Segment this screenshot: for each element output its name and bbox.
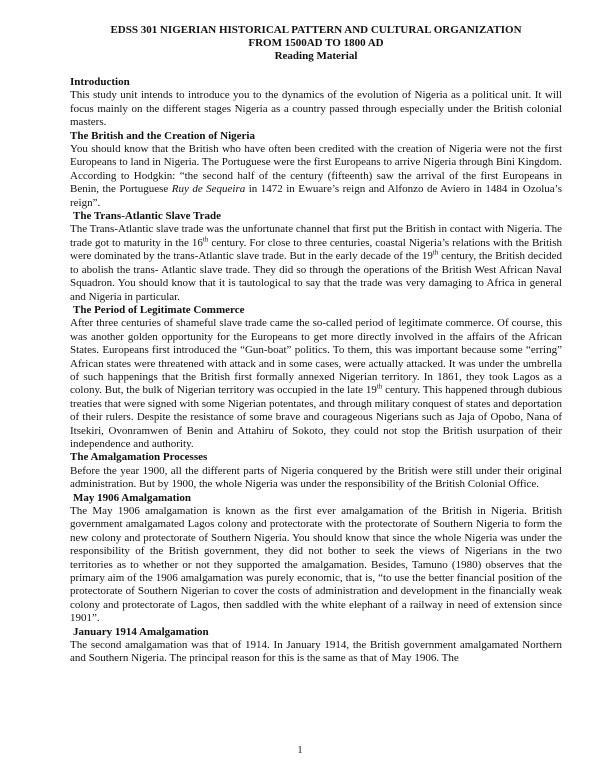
intro-heading: Introduction: [70, 76, 130, 88]
british-text-a: You should know that the British who have often been credited with the creation of Nigeria were not the first Europeans to land in Nigeria. The Portuguese were the first Europeans to arrive Nigeria through Bini Kingdom. According to Hodgkin: “the second half of the century (fifteenth) saw the arrival of the first Europeans in Benin, the Portuguese: [70, 143, 562, 196]
amalgamation-heading: The Amalgamation Processes: [70, 451, 208, 464]
british-heading: The British and the Creation of Nigeria: [70, 129, 255, 142]
title-line-3: Reading Material: [274, 50, 358, 62]
british-paragraph: [70, 143, 562, 210]
title-line-1: EDSS 301 NIGERIAN HISTORICAL PATTERN AND CULTURAL ORGANIZATION: [110, 24, 522, 36]
amalgamation-paragraph: Before the year 1900, all the different parts of Nigeria conquered by the British were still under their original administration. But by 1900, the whole Nigeria was under the responsibility of the British Colonial Office.: [70, 464, 562, 491]
british-text-b: in 1472 in Ewuare’s reign and Alfonzo de Aviero in 1484 in Ozolua’s reign”.: [70, 183, 562, 209]
slave-sup-2: th: [432, 248, 439, 257]
intro-paragraph: This study unit intends to introduce you to the dynamics of the evolution of Nigeria as a political unit. It will focus mainly on the different stages Nigeria as a country passed through especially under the British colonial masters.: [70, 89, 562, 129]
jan-1914-heading: January 1914 Amalgamation: [73, 625, 209, 638]
slave-trade-heading: The Trans-Atlantic Slave Trade: [73, 210, 221, 223]
document-page: [70, 24, 562, 666]
legit-text-b: century. This happened through dubious treaties that were signed with some Nigerian potentates, and through military conquest of states and deportation of their rulers. Despite the resistance of some brave and courageous Nigerians such as Jaja of Opobo, Nana of Itsekiri, Ovonramwen of Benin and Attahiru of Sokoto, they could not stop the British usurpation of their independence and authority.: [70, 384, 562, 450]
slave-text-a: The Trans-Atlantic slave trade was the unfortunate channel that first put the British in contact with Nigeria. The trade got to maturity in the 16: [70, 223, 562, 249]
slave-sup-1: th: [202, 235, 209, 244]
page-number: 1: [297, 745, 303, 756]
title-line-2: FROM 1500AD TO 1800 AD: [248, 37, 384, 49]
slave-text-c: century, the British decided to abolish the trans- Atlantic slave trade. They did so through the operations of the British West African Naval Squadron. You should know that it is tautological to say that the trade was very damaging to Africa in general and Nigeria in particular.: [70, 250, 562, 303]
british-text-italic: Ruy de Sequeira: [171, 183, 246, 196]
slave-trade-paragraph: [70, 223, 562, 303]
jan-1914-paragraph: The second amalgamation was that of 1914. In January 1914, the British government amalgamated Northern and Southern Nigeria. The principal reason for this is the same as that of May 1906. The: [70, 639, 562, 665]
slave-text-b: century. For close to three centuries, coastal Nigeria’s relations with the British were dominated by the trans-Atlantic slave trade. But in the early decade of the 19: [70, 236, 562, 263]
may-1906-paragraph: The May 1906 amalgamation is known as the first ever amalgamation of the British in Nigeria. British government amalgamated Lagos colony and protectorate with the protectorate of Southern Nigeria to form the new colony and protectorate of Southern Nigeria. You should know that since the whole Nigeria was under the responsibility of the British government, they did not bother to seek the views of Nigerians in the two territories as to whether or not they supported the amalgamation. Besides, Tamuno (1980) observes that the primary aim of the 1906 amalgamation was purely economic, that is, “to use the better financial position of the protectorate of Southern Nigerian to cover the costs of administration and development in the financially weak colony and protectorate of Lagos, then saddled with the white elephant of a railway in need of extension since 1901”.: [70, 505, 562, 625]
may-1906-heading: May 1906 Amalgamation: [73, 491, 191, 504]
document-title: [70, 24, 562, 63]
legitimate-commerce-paragraph: [70, 317, 562, 451]
legit-sup: th: [376, 382, 383, 391]
legitimate-commerce-heading: The Period of Legitimate Commerce: [73, 303, 245, 316]
legit-text-a: After three centuries of shameful slave trade came the so-called period of legitimate commerce. Of course, this was another golden opportunity for the Europeans to get more directly involved in the affairs of the African States. Europeans first introduced the “Gun-boat” politics. To them, this was important because some “erring” African states were threatened with attack and in some cases, were actually attacked. It was under the umbrella of such happenings that the British first formally annexed Nigerian territory. In 1861, they took Lagos as a colony. But, the bulk of Nigerian territory was occupied in the late 19: [70, 317, 562, 397]
